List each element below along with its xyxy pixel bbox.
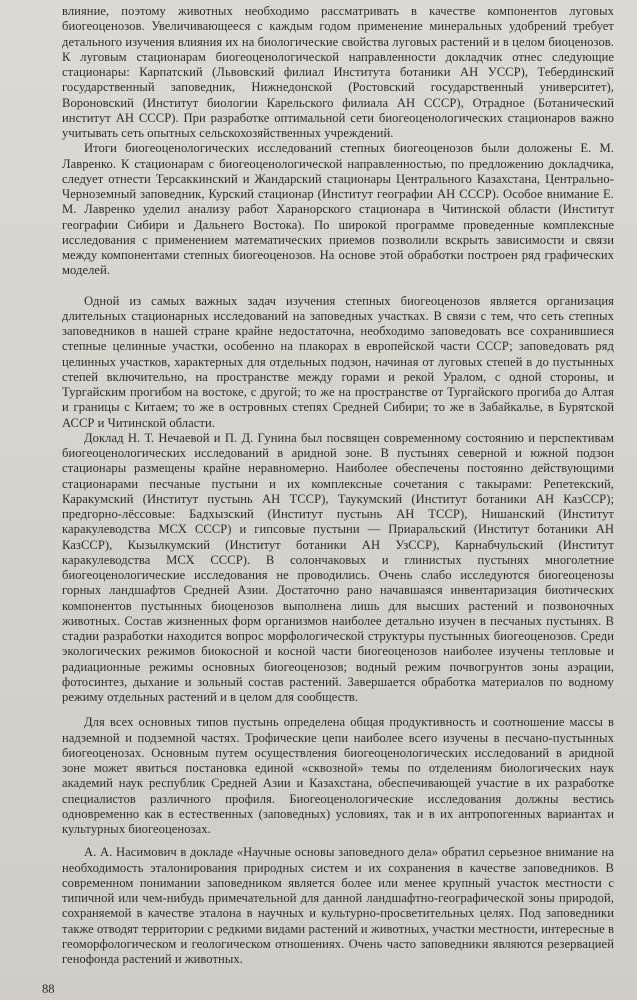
page-number: 88 xyxy=(42,982,55,996)
paragraph-steppe-report: Итоги биогеоценологических исследований степных биогеоценозов были доложены Е. М. Лавренко. К стационарам с биогеоценологической направленностью, по предложению докладчика, следует отнести Терсаккинский и Жандарский стационары Центрального Казахстана, Центрально-Черноземный заповедник, Курский стационар (Институт географии АН СССР). Особое внимание Е. М. Лавренко уделил анализу работ Харанорского стационара в Читинской области (Институт географии Сибири и Дальнего Востока). По широкой программе проведенные комплексные исследования с применением математических приемов позволили вскрыть зависимости и связи между компонентами степных биогеоценозов. На основе этой обработки построен ряд графических моделей. xyxy=(62,141,614,278)
paragraph-nature-reserves: А. А. Насимович в докладе «Научные основы заповедного дела» обратил серьезное внимание на необходимость эталонирования природных систем и их сохранения в качестве заповедников. В современном понимании заповедником является более или менее крупный участок местности с типичной или чем-нибудь примечательной для данной ландшафтно-географической зоны природой, сохраняемой в качестве эталона в научных и культурно-просветительных целях. Под заповедники также отводят территории с редкими видами растений и животных, участки местности, интересные в геоморфологическом и геологическом отношениях. Очень часто заповедники являются резервацией генофонда растений и животных. xyxy=(62,845,614,966)
paragraph-meadow-biogeocenoses: влияние, поэтому животных необходимо рассматривать в качестве компонентов луговых биогеоценозов. Увеличивающееся с каждым годом применение минеральных удобрений требует детального изучения влияния их на биологические свойства луговых растений и в целом биоценозов. К луговым стационарам биогеоценологической направленности докладчик отнес следующие стационары: Карпатский (Львовский филиал Института ботаники АН УССР), Тебердинский государственный заповедник, Нижнедонской (Ростовский государственный университет), Вороновский (Институт биологии Карельского филиала АН СССР), Отрадное (Ботанический институт АН СССР). При разработке оптимальной сети биогеоценологических стационаров важно учитывать сеть опытных сельскохозяйственных учреждений. xyxy=(62,4,614,140)
paragraph-desert-productivity: Для всех основных типов пустынь определена общая продуктивность и соотношение массы в надземной и подземной частях. Трофические цепи наиболее всего изучены в песчано-пустынных биогеоценозах. Основным путем осуществления биогеоценологических исследований в аридной зоне может явиться постановка единой «сквозной» темы по отделениям биологических наук академий наук республик Средней Азии и Казахстана, обеспечивающей участие в их разработке специалистов различного профиля. Биогеоценологические исследования должны вестись одновременно как в естественных (заповедных) условиях, так и в их антропогенных вариантах и культурных биогеоценозах. xyxy=(62,715,614,836)
body-text xyxy=(62,4,614,967)
paragraph-steppe-reserves: Одной из самых важных задач изучения степных биогеоценозов является организация длительных стационарных исследований на заповедных участках. В связи с тем, что сеть степных заповедников в нашей стране крайне недостаточна, необходимо заповедовать все сохранившиеся степные целинные участки, особенно на плакорах в европейской части СССР; заповедовать ряд целинных участков, характерных для отдельных подзон, начиная от луговых степей в до пустынных степей включительно, на пространстве между горами и рекой Уралом, с одной стороны, и Тургайским прогибом на востоке, с другой; то же на пространстве от Тургайского прогиба до Алтая и границы с Китаем; то же в островных степях Средней Сибири; то же в Забайкалье, в Бурятской АССР и Читинской области. xyxy=(62,293,614,430)
paragraph-arid-zone-report: Доклад Н. Т. Нечаевой и П. Д. Гунина был посвящен современному состоянию и перспективам биогеоценологических исследований в аридной зоне. В пустынях северной и южной подзон стационары размещены крайне неравномерно. Наиболее обеспечены постоянно действующими стационарами песчаные пустыни и их комплексные сочетания с такырами: Репетекский, Каракумский (Институт пустынь АН ТССР), Таукумский (Институт ботаники АН КазССР); предгорно-лёссовые: Бадхызский (Институт пустынь АН ТССР), Нишанский (Институт каракулеводства МСХ СССР) и гипсовые пустыни — Приаральский (Институт ботаники АН КазССР), Кызылкумский (Институт ботаники АН УзССР), Карнабчульский (Институт каракулеводства МСХ СССР). В солончаковых и глинистых пустынях многолетние биогеоценологические исследования не проводились. Очень слабо исследуются биогеоценозы горных ландшафтов Средней Азии. Достаточно рано начавшаяся инвентаризация биотических компонентов пустынных биоценозов выполнена лишь для высших растений и позвоночных животных. Состав жизненных форм организмов наиболее детально изучен в песчаных пустынях. В стадии разработки находится вопрос морфологической структуры пустынных биогеоценозов. Среди экологических режимов биокосной и косной части биогеоценозов наиболее изучены тепловые и радиационные режимы основных биогеоценозов; водный режим почвогрунтов зоны аэрации, фотосинтез, дыхание и зольный состав растений. Завершается обработка материалов по водному режиму отдельных растений и в целом для сообществ. xyxy=(62,430,614,704)
